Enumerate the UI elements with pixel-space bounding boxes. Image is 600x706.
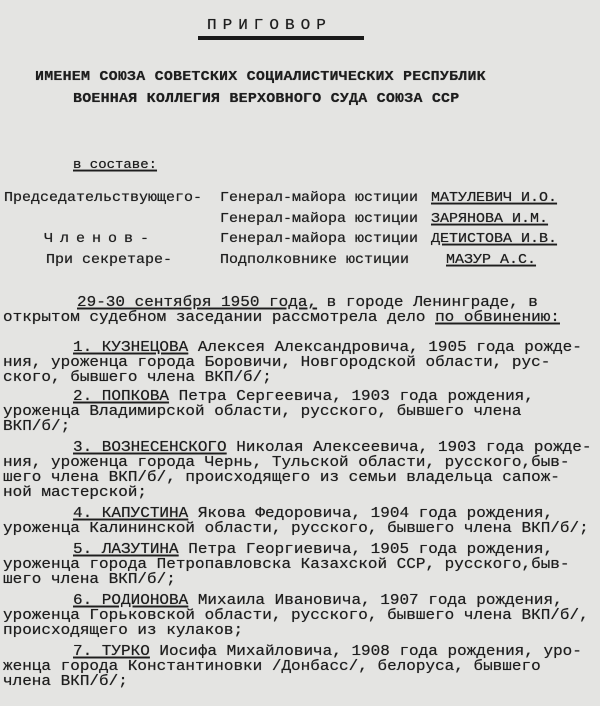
defendant-name: 7. ТУРКО	[73, 643, 150, 660]
header-line-2: ВОЕННАЯ КОЛЛЕГИЯ ВЕРХОВНОГО СУДА СОЮЗА ССР	[73, 91, 460, 107]
panel-role-members: Членов-	[44, 231, 157, 247]
document-title: ПРИГОВОР	[207, 17, 332, 34]
trial-date: 29-30 сентября 1950 года,	[77, 294, 318, 311]
defendant-name: 1. КУЗНЕЦОВА	[73, 339, 189, 356]
panel-role-chair: Председательствующего-	[4, 190, 203, 206]
defendant-entry-2	[73, 389, 534, 403]
panel-rank: Генерал-майора юстиции	[220, 231, 419, 247]
defendant-text: Николая Алексеевича, 1903 года рожде-	[226, 439, 592, 456]
defendant-text: Якова Федоровича, 1904 года рождения,	[188, 505, 554, 522]
defendant-text: ского, бывшего члена ВКП/б/;	[3, 369, 272, 386]
intro-line-1	[77, 295, 538, 309]
defendant-text: Михаила Ивановича, 1907 года рождения,	[188, 592, 563, 609]
panel-name: ЗАРЯНОВА И.М.	[431, 211, 549, 227]
defendant-text: шего члена ВКП/б/;	[3, 571, 176, 588]
panel-name: ДЕТИСТОВА И.В.	[431, 231, 558, 247]
defendant-text: ной мастерской;	[3, 484, 148, 501]
defendant-entry-4	[73, 506, 553, 520]
defendant-text: уроженца Владимирской области, русского, бывшего члена	[3, 403, 522, 420]
defendant-text: женца города Константиновки /Донбасс/, белоруса, бывшего	[3, 658, 541, 675]
defendant-text: уроженца Горьковской области, русского, бывшего члена ВКП/б/,	[3, 607, 589, 624]
defendant-entry-5	[73, 542, 553, 556]
panel-name: МАЗУР А.С.	[446, 252, 537, 268]
panel-rank: Генерал-майора юстиции	[220, 190, 419, 206]
defendant-text: Алексея Александровича, 1905 года рожде-	[188, 339, 582, 356]
defendant-entry-1	[73, 340, 582, 354]
defendant-name: 2. ПОПКОВА	[73, 388, 170, 405]
panel-rank: Подполковнике юстиции	[220, 252, 410, 268]
defendant-text: Петра Сергеевича, 1903 года рождения,	[169, 388, 534, 405]
defendant-text: шего члена ВКП/б/, происходящего из семьи владельца сапож-	[3, 469, 560, 486]
defendant-text: происходящего из кулаков;	[3, 622, 244, 639]
defendant-entry-3	[73, 440, 591, 454]
intro-line-2	[3, 310, 560, 324]
panel-rank: Генерал-майора юстиции	[220, 211, 419, 227]
defendant-text: уроженца города Петропавловска Казахской ССР, русского,быв-	[3, 556, 570, 573]
intro-text: в городе Ленинграде, в	[317, 294, 538, 311]
defendant-text: ния, уроженца города Боровичи, Новгородской области, рус-	[3, 354, 551, 371]
panel-role-secretary: При секретаре-	[46, 252, 173, 268]
defendant-name: 4. КАПУСТИНА	[73, 505, 189, 522]
defendant-text: уроженца Калининской области, русского, бывшего члена ВКП/б/;	[3, 520, 589, 537]
defendant-text: члена ВКП/б/;	[3, 673, 128, 690]
defendant-text: ВКП/б/;	[3, 418, 71, 435]
panel-name: МАТУЛЕВИЧ И.О.	[431, 190, 558, 206]
defendant-text: ния, уроженца города Чернь, Тульской области, русского,быв-	[3, 454, 570, 471]
defendant-text: Петра Георгиевича, 1905 года рождения,	[178, 541, 554, 558]
defendant-entry-7	[73, 644, 582, 658]
defendant-text: Иосифа Михайловича, 1908 года рождения, уро-	[149, 643, 582, 660]
composition-label: в составе:	[73, 158, 158, 173]
defendant-entry-6	[73, 593, 563, 607]
header-line-1: ИМЕНЕМ СОЮЗА СОВЕТСКИХ СОЦИАЛИСТИЧЕСКИХ РЕСПУБЛИК	[35, 69, 486, 85]
charge-label: по обвинению:	[435, 309, 560, 326]
defendant-name: 5. ЛАЗУТИНА	[73, 541, 179, 558]
title-underline	[198, 36, 364, 40]
intro-text: открытом судебном заседании рассмотрела дело	[3, 309, 436, 326]
defendant-name: 6. РОДИОНОВА	[73, 592, 189, 609]
defendant-name: 3. ВОЗНЕСЕНСКОГО	[73, 439, 227, 456]
